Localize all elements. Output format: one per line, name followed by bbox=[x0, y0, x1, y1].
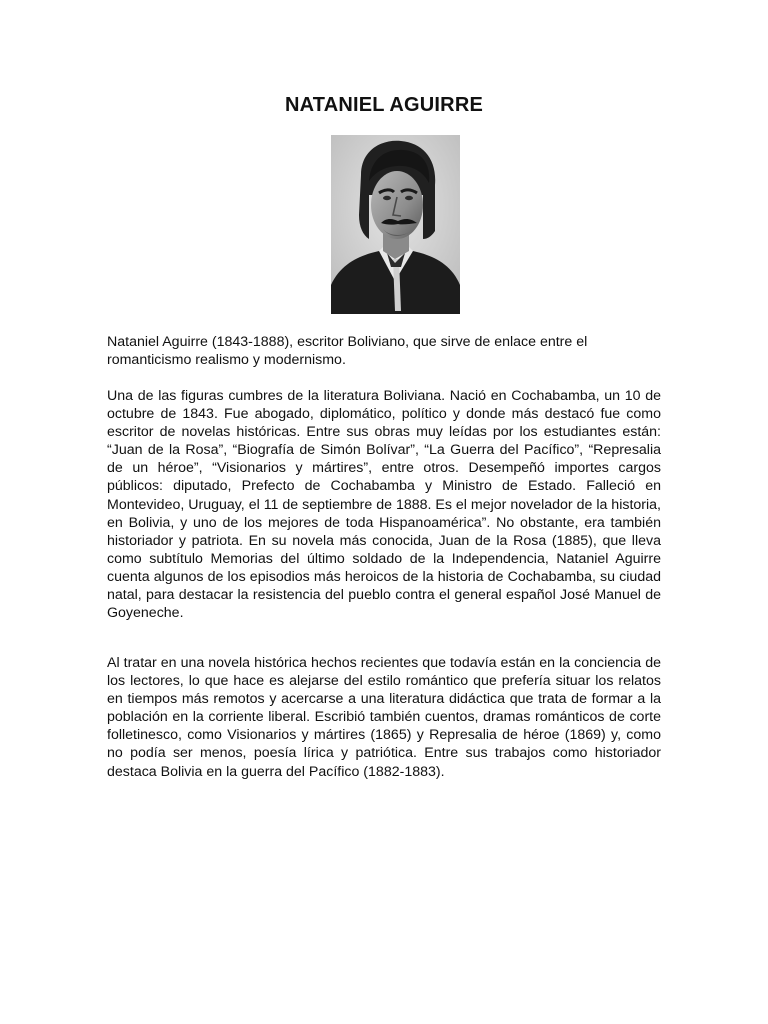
literary-work-paragraph: Al tratar en una novela histórica hechos recientes que todavía están en la conciencia de los lectores, lo que hace es alejarse del estilo romántico que prefería situar los relatos en tiempos más remotos y acercarse a una literatura didáctica que trata de formar a la población en la corriente liberal. Escribió también cuentos, dramas románticos de corte folletinesco, como Visionarios y mártires (1865) y Represalia de héroe (1869) y, como no podía ser menos, poesía lírica y patriótica. Entre sus trabajos como historiador destaca Bolivia en la guerra del Pacífico (1882-1883). bbox=[107, 655, 661, 780]
biography-paragraph: Una de las figuras cumbres de la literatura Boliviana. Nació en Cochabamba, un 10 de octubre de 1843. Fue abogado, diplomático, político y donde más destacó fue como escritor de novelas históricas. Entre sus obras muy leídas por los estudiantes están: “Juan de la Rosa”, “Biografía de Simón Bolívar”, “La Guerra del Pacífico”, “Represalia de un héroe”, “Visionarios y mártires”, entre otros. Desempeñó importes cargos públicos: diputado, Prefecto de Cochabamba y Ministro de Estado. Falleció en Montevideo, Uruguay, el 11 de septiembre de 1888. Es el mejor novelador de la historia, en Bolivia, y uno de los mejores de toda Hispanoamérica”. No obstante, era también historiador y patriota. En su novela más conocida, Juan de la Rosa (1885), que lleva como subtítulo Memorias del último soldado de la Independencia, Nataniel Aguirre cuenta algunos de los episodios más heroicos de la historia de Cochabamba, su ciudad natal, para destacar la resistencia del pueblo contra el general español José Manuel de Goyeneche. bbox=[107, 388, 661, 622]
intro-paragraph: Nataniel Aguirre (1843-1888), escritor Boliviano, que sirve de enlace entre el romanticismo realismo y modernismo. bbox=[107, 334, 588, 369]
page-title: NATANIEL AGUIRRE bbox=[284, 94, 483, 116]
portrait-photo bbox=[331, 135, 460, 314]
